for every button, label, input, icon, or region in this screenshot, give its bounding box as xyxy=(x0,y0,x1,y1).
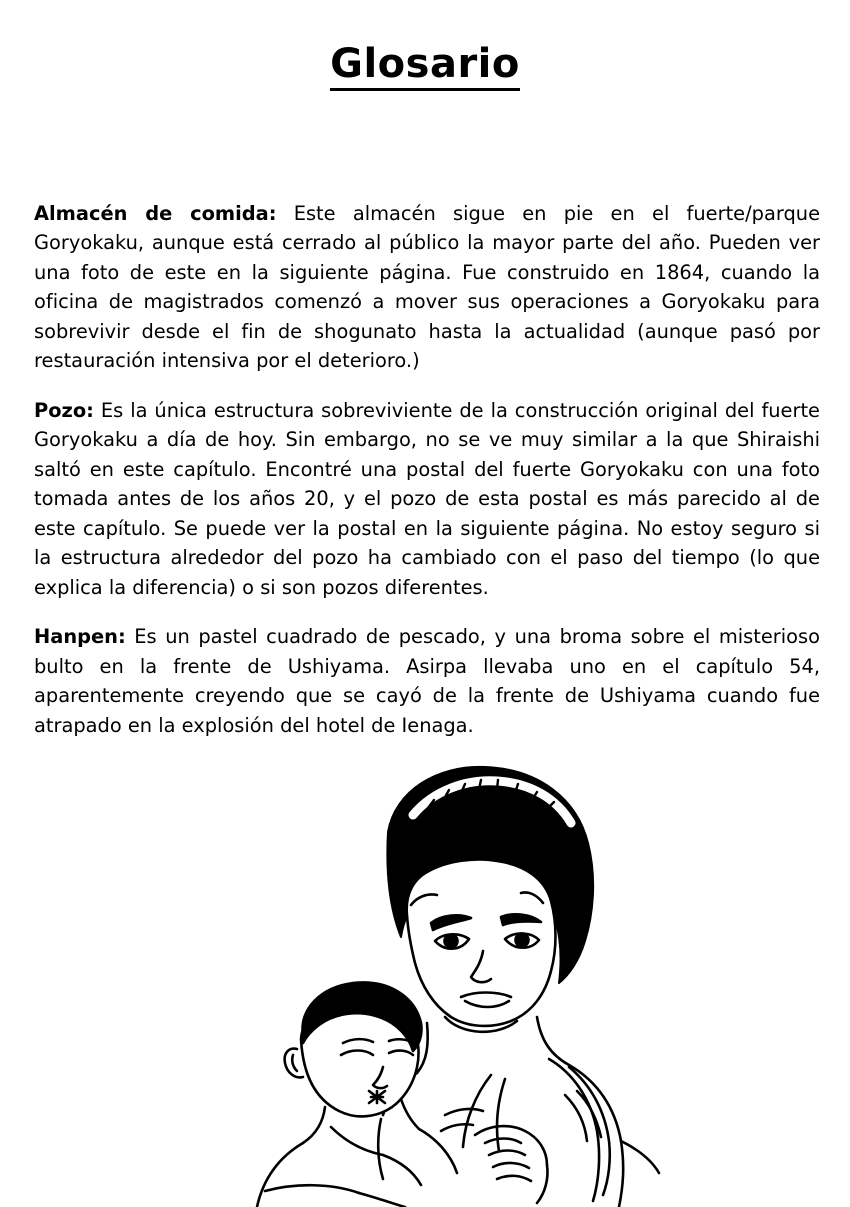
glossary-entry xyxy=(34,396,820,602)
page-title xyxy=(0,42,850,91)
manga-illustration-two-characters xyxy=(145,755,705,1207)
glossary-content xyxy=(16,199,834,740)
page-title-text: Glosario xyxy=(330,42,520,91)
glossary-definition: Es la única estructura sobreviviente de la construcción original del fuerte Goryokaku a día de hoy. Sin embargo, no se ve muy similar a la que Shiraishi saltó en este capítulo. Encontré una postal del fuerte Goryokaku con una foto tomada antes de los años 20, y el pozo de esta postal es más parecido al de este capítulo. Se puede ver la postal en la siguiente página. No estoy seguro si la estructura alrededor del pozo ha cambiado con el paso del tiempo (lo que explica la diferencia) o si son pozos diferentes. xyxy=(34,398,820,599)
glossary-entry xyxy=(34,622,820,740)
glossary-term: Almacén de comida: xyxy=(34,202,277,225)
glossary-term: Pozo: xyxy=(34,398,94,422)
glossary-term: Hanpen: xyxy=(34,625,126,649)
glossary-entry xyxy=(34,199,820,376)
glossary-definition: Este almacén sigue en pie en el fuerte/parque Goryokaku, aunque está cerrado al público la mayor parte del año. Pueden ver una foto de este en la siguiente página. Fue construido en 1864, cuando la oficina de magistrados comenzó a mover sus operaciones a Goryokaku para sobrevivir desde el fin de shogunato hasta la actualidad (aunque pasó por restauración intensiva por el deterioro.) xyxy=(34,202,820,373)
illustration-container xyxy=(0,755,850,1207)
glossary-definition: Es un pastel cuadrado de pescado, y una broma sobre el misterioso bulto en la frente de Ushiyama. Asirpa llevaba uno en el capítulo 54, aparentemente creyendo que se cayó de la frente de Ushiyama cuando fue atrapado en la explosión del hotel de Ienaga. xyxy=(34,625,820,737)
